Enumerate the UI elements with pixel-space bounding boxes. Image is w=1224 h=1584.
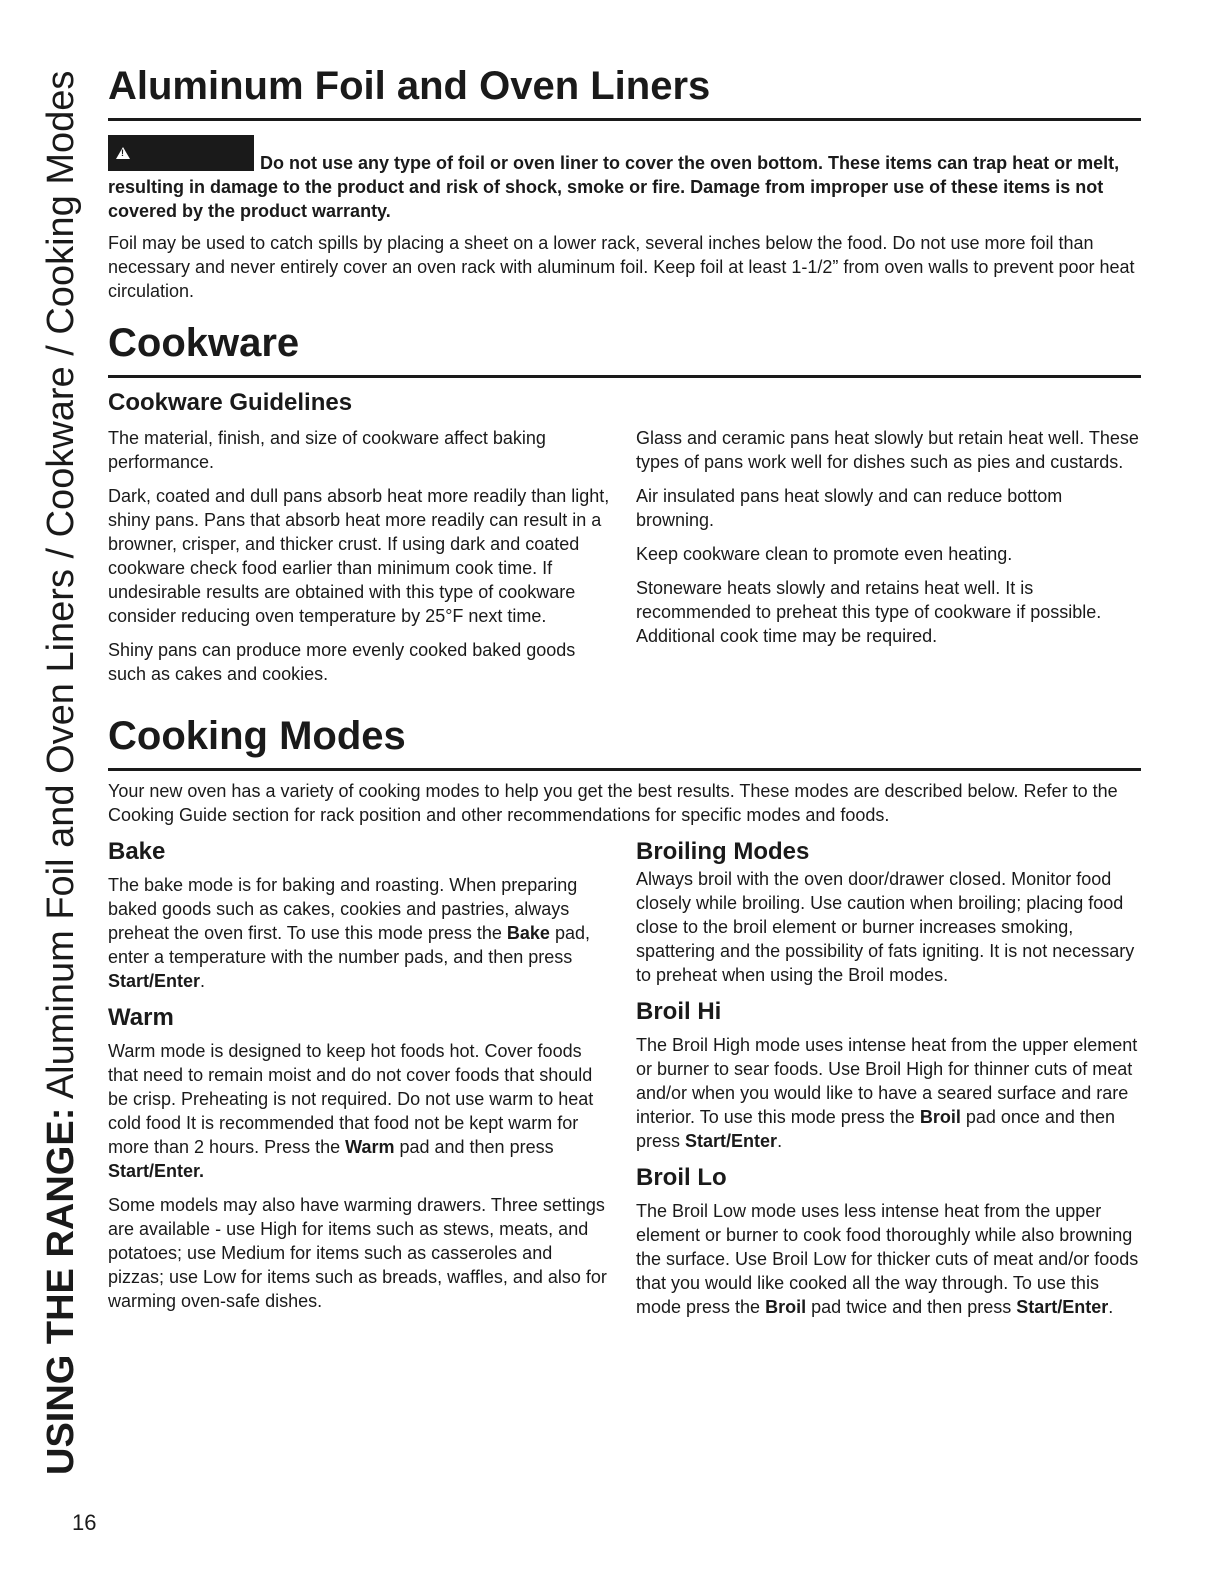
modes-columns [108, 837, 1141, 1329]
side-tab-bold: USING THE RANGE: [40, 1107, 82, 1475]
broil-hi-body [636, 1033, 1141, 1153]
bake-body [108, 873, 613, 993]
warm-text: pad and then press [394, 1137, 554, 1157]
foil-body: Foil may be used to catch spills by placing a sheet on a lower rack, several inches below the food. Do not use more foil than necessary and never entirely cover an oven rack with aluminum foil. Keep foil at least 1-1/2” from oven walls to prevent poor heat circulation. [108, 233, 1135, 301]
broil-pad-label: Broil [919, 1107, 961, 1127]
broiling-modes-body: Always broil with the oven door/drawer closed. Monitor food closely while broiling. Use caution when broiling; placing food close to the broil element or burner increases smoking, spattering and the possibility of fats igniting. It is not necessary to preheat when using the Broil modes. [636, 869, 1135, 985]
start-enter-label: Start/Enter [108, 971, 201, 991]
page-number: 16 [72, 1510, 97, 1535]
broil-lo-title: Broil Lo [636, 1164, 727, 1191]
warm-text: Warm mode is designed to keep hot foods hot. Cover foods that need to remain moist and do not cover foods that should be crisp. Preheating is not required. Do not use warm to heat cold food It is recommended that food not be kept warm for more than 2 hours. Press the [108, 1041, 594, 1157]
cookware-columns [108, 426, 1141, 696]
cookware-right-column [636, 426, 1141, 696]
cookware-title: Cookware [108, 317, 1141, 378]
page-content [108, 60, 1141, 1329]
side-tab-rest: Aluminum Foil and Oven Liners / Cookware / Cooking Modes [40, 70, 82, 1108]
warning-text-rest: or melt, resulting in damage to the product and risk of shock, smoke or fire. Damage from improper use of these items is not covered by the product warranty. [108, 153, 1120, 221]
broil-lo-body [636, 1199, 1141, 1319]
cookware-left-column [108, 426, 613, 696]
foil-title: Aluminum Foil and Oven Liners [108, 60, 1141, 121]
side-section-tab [38, 71, 84, 1475]
warm-body [108, 1039, 613, 1183]
start-enter-label: Start/Enter [1016, 1297, 1109, 1317]
warning-badge [108, 135, 254, 171]
broil-hi-text: The Broil High mode uses intense heat from the upper element or burner to sear foods. Use Broil High for thinner cuts of meat and/or when you would like to have a seared surface and rare interior. To use this mode press the [636, 1035, 1138, 1127]
cookware-paragraph: Air insulated pans heat slowly and can reduce bottom browning. [636, 486, 1063, 530]
bake-text: The bake mode is for baking and roasting. When preparing baked goods such as cakes, cookies and pastries, always preheat the oven first. To use this mode press the [108, 875, 578, 943]
broil-pad-label: Broil [765, 1297, 807, 1317]
cookware-paragraph: Keep cookware clean to promote even heating. [636, 544, 1013, 564]
warning-triangle-icon [116, 147, 130, 159]
bake-text: . [200, 971, 206, 991]
warm-pad-label: Warm [345, 1137, 395, 1157]
broil-lo-text: The Broil Low mode uses less intense heat from the upper element or burner to cook food thoroughly while also browning the surface. Use Broil Low for thicker cuts of meat and/or foods that you would like cooked all the way through. To use this mode press the [636, 1201, 1139, 1317]
warning-text-line1: Do not use any type of foil or oven liner to cover the oven bottom. These items can trap heat [260, 153, 1050, 173]
broil-hi-text: pad once and then press [636, 1107, 1115, 1151]
cookware-paragraph: Shiny pans can produce more evenly cooked baked goods such as cakes and cookies. [108, 640, 576, 684]
cookware-paragraph: The material, finish, and size of cookware affect baking performance. [108, 428, 546, 472]
cooking-modes-title: Cooking Modes [108, 710, 1141, 771]
broil-hi-title: Broil Hi [636, 998, 722, 1025]
bake-title: Bake [108, 838, 166, 865]
warm-title: Warm [108, 1004, 174, 1031]
modes-right-column [636, 837, 1141, 1329]
start-enter-label: Start/Enter. [108, 1161, 205, 1181]
broil-lo-text: . [1108, 1297, 1114, 1317]
broil-lo-text: pad twice and then press [806, 1297, 1017, 1317]
warning-block [108, 135, 1141, 223]
cookware-paragraph: Stoneware heats slowly and retains heat well. It is recommended to preheat this type of cookware if possible. Additional cook time may be required. [636, 578, 1102, 646]
modes-left-column [108, 837, 613, 1329]
broil-hi-text: . [777, 1131, 783, 1151]
warming-drawer-body: Some models may also have warming drawers. Three settings are available - use High for items such as stews, meats, and potatoes; use Medium for items such as casseroles and pizzas; use Low for items such as breads, waffles, and also for warming oven-safe dishes. [108, 1195, 607, 1311]
bake-text: pad, enter a temperature with the number pads, and then press [108, 923, 590, 967]
broiling-modes-title: Broiling Modes [636, 838, 810, 865]
start-enter-label: Start/Enter [685, 1131, 778, 1151]
bake-pad-label: Bake [506, 923, 550, 943]
cooking-modes-intro: Your new oven has a variety of cooking modes to help you get the best results. These modes are described below. Refer to the Cooking Guide section for rack position and other recommendations for specific modes and foods. [108, 781, 1118, 825]
cookware-paragraph: Glass and ceramic pans heat slowly but retain heat well. These types of pans work well for dishes such as pies and custards. [636, 428, 1139, 472]
cookware-paragraph: Dark, coated and dull pans absorb heat more readily than light, shiny pans. Pans that absorb heat more readily can result in a browner, crisper, and thicker crust. If using dark and coated cookware check food earlier than minimum cook time. If undesirable results are obtained with this type of cookware consider reducing oven temperature by 25°F next time. [108, 486, 610, 626]
cookware-guidelines-title: Cookware Guidelines [108, 389, 353, 416]
